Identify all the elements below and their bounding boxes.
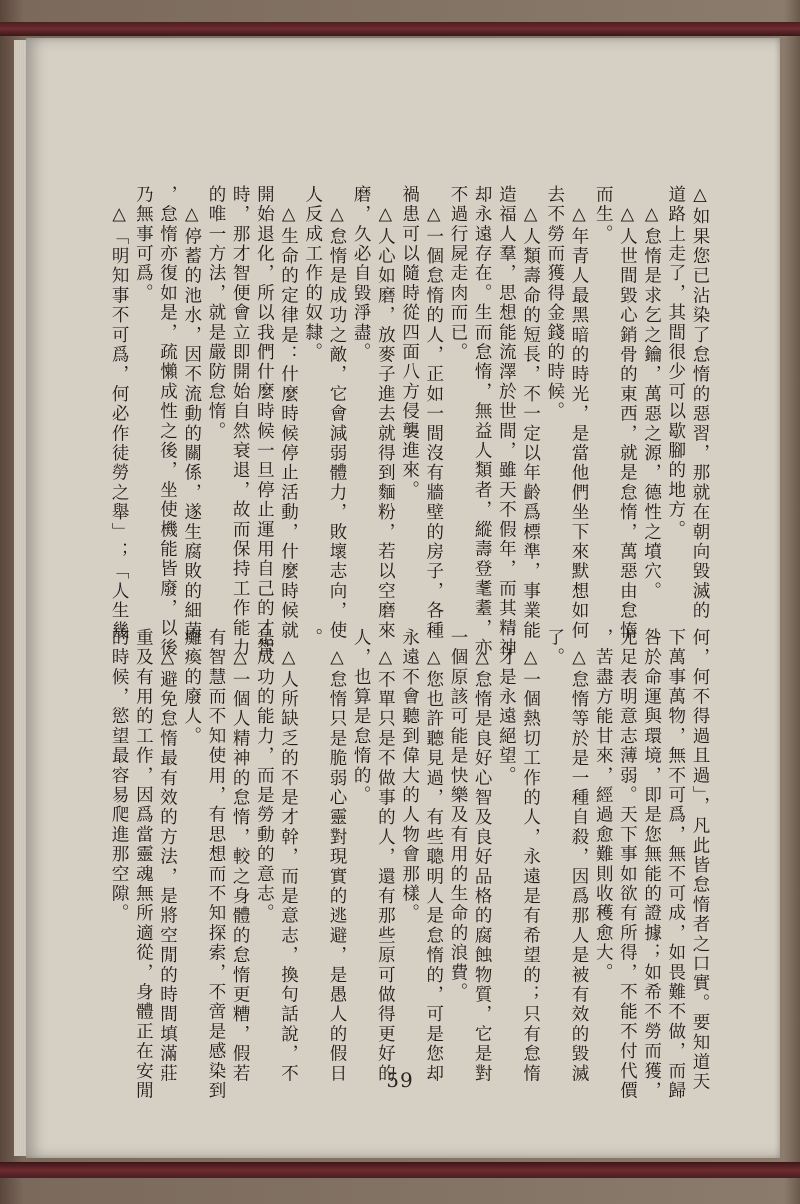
text-line: 而生。 xyxy=(593,185,614,245)
text-line: △一個熱切工作的人，永遠是有希望的；只有怠惰 xyxy=(520,628,541,1084)
text-line: △人心如磨，放麥子進去就得到麵粉，若以空磨來 xyxy=(375,185,396,641)
book-cover-top-edge xyxy=(0,22,800,36)
text-line: 乃無事可爲。 xyxy=(133,185,154,304)
text-line: △避免怠惰最有效的方法，是將空閒的時間填滿莊 xyxy=(157,628,178,1084)
text-line: ，怠惰亦復如是，疏懶成性之後，坐使機能皆廢，以後 xyxy=(157,185,178,658)
text-line: 下萬事萬物，無不可爲，無不可成，如畏難不做，而歸 xyxy=(665,628,686,1101)
text-line: 却永遠存在。生而怠惰，無益人類者，縱壽登耄耋，亦 xyxy=(472,185,493,658)
text-line: 一個原該可能是快樂及有用的生命的浪費。 xyxy=(447,628,468,1003)
text-line: △人類壽命的短長，不一定以年齡爲標準，事業能 xyxy=(520,185,541,641)
text-line: 咎於命運與環境，即是您無能的證據；如希不勞而獲， xyxy=(641,628,662,1101)
text-line: △生命的定律是：什麼時候停止活動，什麼時候就 xyxy=(278,185,299,641)
text-line: ，才是永遠絕望。 xyxy=(496,628,517,786)
text-line: △一個怠惰的人，正如一間沒有牆壁的房子，各種 xyxy=(423,185,444,641)
book-cover-bottom-edge xyxy=(0,1162,800,1178)
text-line: △停蓄的池水，因不流動的關係，遂生腐敗的細菌 xyxy=(181,185,202,641)
text-line: 何，何不得過且過」，凡此皆怠惰者之口實。要知道天 xyxy=(690,628,710,1093)
text-line: △怠惰等於是一種自殺，因爲那人是被有效的毀滅 xyxy=(568,628,589,1084)
text-line: 了。 xyxy=(544,628,565,668)
text-line: △怠惰是良好心智及良好品格的腐蝕物質，它是對 xyxy=(472,628,493,1084)
text-line: 道路上走了，其間很少可以歇腳的地方。 xyxy=(665,185,686,540)
text-line: ，苦盡方能甘來，經過愈難則收穫愈大。 xyxy=(593,628,614,983)
text-line: 癱瘓的廢人。 xyxy=(181,628,202,747)
text-line: 禍患可以隨時從四面八方侵襲進來。 xyxy=(399,185,420,501)
text-line: △如果您已沾染了怠惰的惡習，那就在朝向毀滅的 xyxy=(690,185,710,621)
text-line: △怠惰只是脆弱心靈對現實的逃避，是愚人的假日 xyxy=(326,628,347,1084)
text-line: 尤足表明意志薄弱。天下事如欲有所得，不能不付代價 xyxy=(617,628,638,1101)
text-line: 是成功的能力，而是勞動的意志。 xyxy=(254,628,275,924)
text-line: △「明知事不可爲，何必作徒勞之舉」；「人生幾 xyxy=(109,185,130,641)
text-line: 人反成工作的奴隸。 xyxy=(302,185,323,363)
text-line: 造福人羣，思想能流澤於世間，雖天不假年，而其精神 xyxy=(496,185,517,658)
text-line: 重及有用的工作，因爲當靈魂無所適從，身體正在安閒 xyxy=(133,628,154,1101)
text-line: 不過行屍走肉而已。 xyxy=(447,185,468,363)
text-line: 永遠不會聽到偉大的人物會那樣。 xyxy=(399,628,420,924)
upper-text-block xyxy=(109,185,712,658)
text-line: 有智慧而不知使用，有思想而不知探索，不啻是感染到 xyxy=(205,628,226,1101)
text-line: △不單只是不做事的人，還有那些原可做得更好的 xyxy=(375,628,396,1084)
text-line: △一個人精神的怠惰，較之身體的怠惰更糟，假若 xyxy=(230,628,251,1084)
text-line: 人，也算是怠惰的。 xyxy=(351,628,372,806)
text-line: 。 xyxy=(302,628,323,648)
text-line: △怠惰是求乞之鑰，萬惡之源，德性之墳穴。 xyxy=(641,185,662,602)
text-line: 開始退化，所以我們什麼時候一旦停止運用自己的才智 xyxy=(254,185,275,658)
text-line: △人世間毀心銷骨的東西，就是怠惰，萬惡由怠惰 xyxy=(617,185,638,641)
text-line: △您也許聽見過，有些聰明人是怠惰的，可是您却 xyxy=(423,628,444,1084)
text-line: 去不勞而獲得金錢的時候。 xyxy=(544,185,565,422)
text-line: 的唯一方法，就是嚴防怠惰。 xyxy=(205,185,226,442)
text-line: 的時候，慾望最容易爬進那空隙。 xyxy=(109,628,130,924)
text-line: 磨，久必自毀淨盡。 xyxy=(351,185,372,363)
page-number: 59 xyxy=(386,1068,414,1092)
text-line: △人所缺乏的不是才幹，而是意志，換句話說，不 xyxy=(278,628,299,1084)
text-line: △年青人最黑暗的時光，是當他們坐下來默想如何 xyxy=(568,185,589,641)
text-line: 時，那才智便會立即開始自然衰退，故而保持工作能力 xyxy=(230,185,251,658)
text-line: △怠惰是成功之敵，它會減弱體力，敗壞志向，使 xyxy=(326,185,347,641)
